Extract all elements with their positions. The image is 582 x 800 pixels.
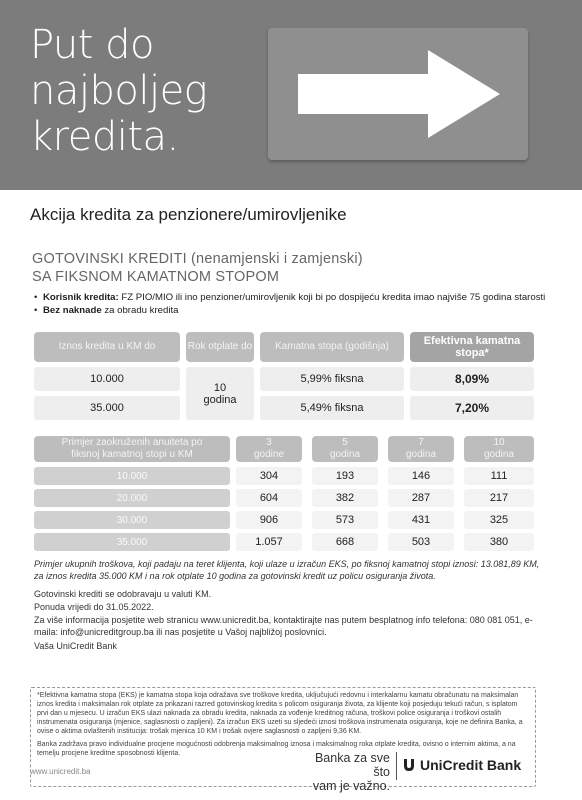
annuity-value-cell: 906 (236, 511, 302, 529)
bullet-dot-icon: • (34, 305, 38, 316)
annuity-value-cell: 111 (464, 467, 534, 485)
rates-effective-cell: 7,20% (410, 396, 534, 420)
annuity-header-col: 10 godina (464, 436, 534, 462)
hero-title-line-1: Put do (30, 22, 155, 68)
annuity-value-cell: 193 (312, 467, 378, 485)
brand-logo (402, 757, 521, 773)
footnote-eks: *Efektivna kamatna stopa (EKS) je kamatna stopa koja odražava sve troškove kredita, uključujući redovnu i interkalarnu kamatu obračunatu na maksimalan iznos kredita i maksimalan rok otplate za prikazani razred gotovinskog kredita s policom osiguranja života, za klijente koji posjeduju tekući račun, s isplatom prvi dan u mjesecu. U izračun EKS ulazi naknada za obradu kredita, naknada za vođenje kreditnog računa, troškovi police osiguranja i troškovi ostalih instrumenata osiguranja (mjenice, saglasnosti o zapljeni). Za izračun EKS uzeti su sljedeći iznosi troškova instrumenata osiguranja, koje ne definira Banka, a ovise o aktima ovlaštenih institucija: trošak mjenica 10 KM i trošak ovjere saglasnosti o zapljeni 9,36 KM. (37, 692, 523, 735)
footer-divider (396, 752, 397, 780)
bullet-list (34, 291, 545, 317)
footnote-disclaimer: Banka zadržava pravo individualne procjene mogućnosti odobrenja maksimalnog iznosa i maksimalnog roka otplate kredita, ovisno o internim aktima, a na temelju procjene kreditne sposobnosti klijenta. (37, 741, 516, 757)
annuity-value-cell: 573 (312, 511, 378, 529)
annuity-value-cell: 217 (464, 489, 534, 507)
credits-title (32, 250, 363, 286)
rates-amount-cell: 35.000 (34, 396, 180, 420)
hero-title-line-2: najboljeg (30, 68, 208, 114)
rates-rate-cell: 5,99% fiksna (260, 367, 404, 391)
rates-header-rate: Kamatna stopa (godišnja) (260, 332, 404, 362)
rates-effective-cell: 8,09% (410, 367, 534, 391)
annuity-header-col: 7 godina (388, 436, 454, 462)
slogan (306, 751, 390, 793)
annuity-row-label: 20.000 (34, 489, 230, 507)
credits-title-line-1: GOTOVINSKI KREDITI (nenamjenski i zamjenski) (32, 251, 363, 267)
hero-title-line-3: kredita. (30, 114, 179, 160)
annuity-value-cell: 380 (464, 533, 534, 551)
brand-name: UniCredit Bank (420, 757, 522, 773)
bullet-bold: Bez naknade (43, 305, 102, 316)
rates-rate-cell: 5,49% fiksna (260, 396, 404, 420)
bullet-text: za obradu kredita (101, 305, 179, 316)
annuity-value-cell: 146 (388, 467, 454, 485)
validity-text: Ponuda vrijedi do 31.05.2022. (34, 602, 154, 612)
signature-text: Vaša UniCredit Bank (34, 641, 117, 651)
bullet-item (34, 291, 545, 304)
annuity-row-label: 30.000 (34, 511, 230, 529)
annuity-header-col: 5 godina (312, 436, 378, 462)
bullet-bold: Korisnik kredita: (43, 292, 119, 303)
rates-header-effective: Efektivna kamatna stopa* (410, 332, 534, 362)
rates-header-term: Rok otplate do (186, 332, 254, 362)
annuity-value-cell: 503 (388, 533, 454, 551)
unicredit-logo-icon (402, 757, 416, 773)
rates-header-amount: Iznos kredita u KM do (34, 332, 180, 362)
annuity-row-label: 10.000 (34, 467, 230, 485)
credits-title-line-2: SA FIKSNOM KAMATNOM STOPOM (32, 269, 280, 285)
annuity-value-cell: 431 (388, 511, 454, 529)
page-subtitle: Akcija kredita za penzionere/umirovljenike (30, 205, 347, 224)
footer-url-link[interactable]: www.unicredit.ba (30, 767, 91, 776)
annuity-value-cell: 668 (312, 533, 378, 551)
annuity-value-cell: 604 (236, 489, 302, 507)
bullet-dot-icon: • (34, 292, 38, 303)
cost-example-text: Primjer ukupnih troškova, koji padaju na teret klijenta, koji ulaze u izračun EKS, po fiksnoj kamatnoj stopi iznosi: 13.081,89 KM, za iznos kredita 35.000 KM i na rok otplate 10 godina za gotovinski kredit uz policu osiguranja života. (34, 559, 540, 581)
arrow-right-icon (268, 28, 528, 160)
arrow-panel (268, 28, 528, 160)
hero-title (30, 22, 207, 160)
annuity-header-col: 3 godine (236, 436, 302, 462)
slogan-line-1: Banka za sve što (314, 751, 390, 779)
bullet-text: FZ PIO/MIO ili ino penzioner/umirovljenik koji bi po dospijeću kredita imao najviše 75 godina starosti (118, 292, 546, 303)
annuity-row-label: 35.000 (34, 533, 230, 551)
bullet-item (34, 304, 545, 317)
currency-text: Gotovinski krediti se odobravaju u valuti KM. (34, 589, 212, 599)
annuity-value-cell: 287 (388, 489, 454, 507)
info-text: Za više informacija posjetite web stranicu www.unicredit.ba, kontaktirajte nas putem besplatnog info telefona: 080 081 051, e-maila: info@unicreditgroup.ba ili nas posjetite u Vašoj najbližoj poslovnici. (34, 615, 533, 637)
annuity-value-cell: 325 (464, 511, 534, 529)
annuity-value-cell: 382 (312, 489, 378, 507)
slogan-line-2: vam je važno. (312, 779, 390, 793)
annuity-header-label: Primjer zaokruženih anuiteta po fiksnoj kamatnoj stopi u KM (34, 436, 230, 462)
annuity-value-cell: 1.057 (236, 533, 302, 551)
rates-amount-cell: 10.000 (34, 367, 180, 391)
rates-term-cell: 10 godina (186, 367, 254, 420)
annuity-value-cell: 304 (236, 467, 302, 485)
